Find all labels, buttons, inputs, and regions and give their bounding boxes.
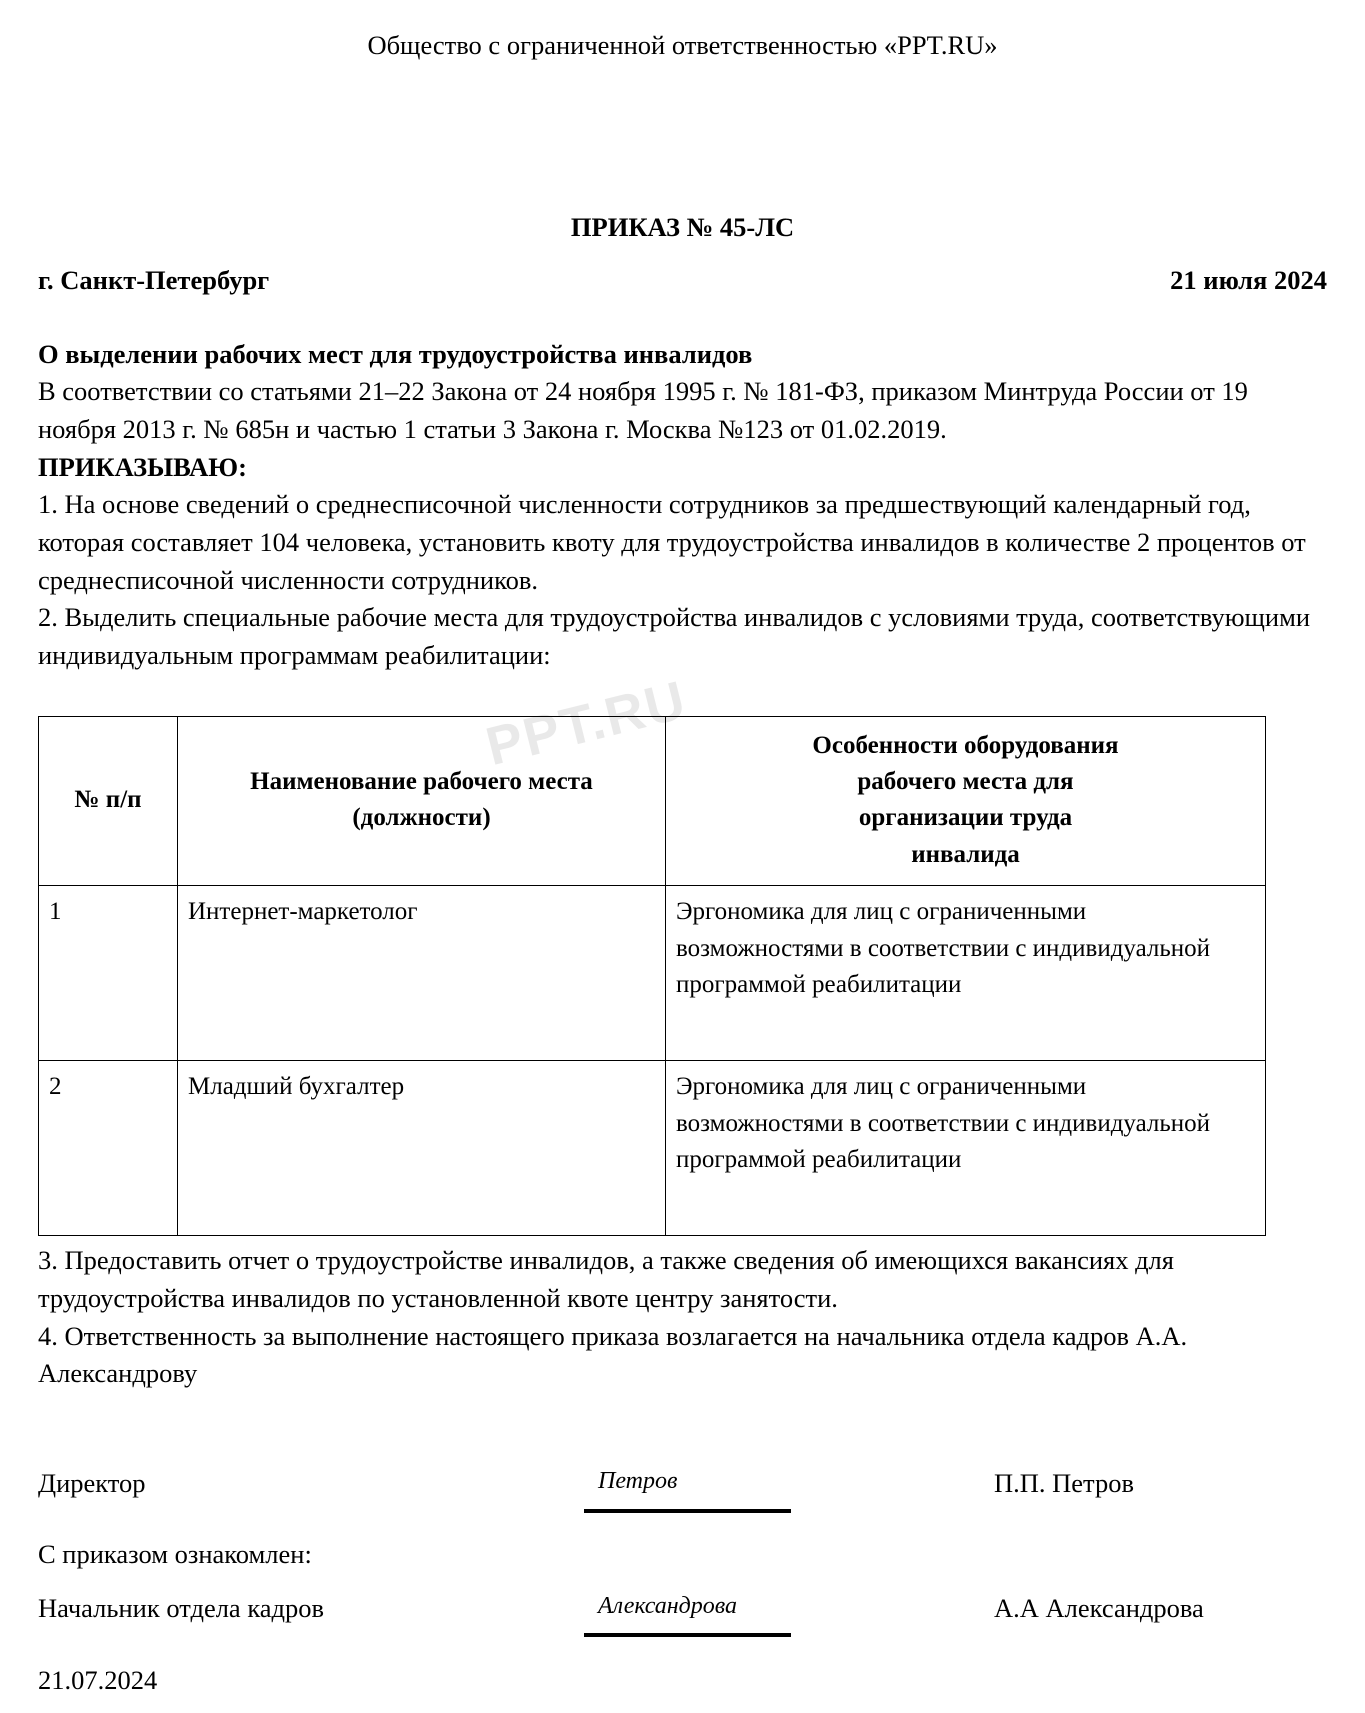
header-equipment-line-3: организации труда [858,804,1073,832]
hr-head-fio: А.А Александрова [994,1592,1204,1623]
city-date-row [38,265,1327,296]
header-cell-position [178,717,666,886]
header-equipment-line-4: инвалида [911,840,1020,868]
cell-position: Младший бухгалтер [178,1061,666,1236]
order-keyword: ПРИКАЗЫВАЮ: [38,451,247,482]
table-header-row [39,717,1266,886]
order-item-3: 3. Предоставить отчет о трудоустройстве инвалидов, а также сведения об имеющихся вакансиях для трудоустройства инвалидов по установленной квоте центру занятости. [38,1245,1174,1314]
workplaces-table [38,716,1266,1236]
cell-row-number: 1 [39,886,178,1061]
order-date: 21 июля 2024 [1170,264,1327,295]
city-label: г. Санкт-Петербург [38,264,270,295]
cell-row-number: 2 [39,1061,178,1236]
order-item-4: 4. Ответственность за выполнение настоящего приказа возлагается на начальника отдела кадров А.А. Александрову [38,1320,1188,1389]
director-role-label: Директор [38,1467,146,1498]
hr-head-signature-rule [584,1633,791,1637]
acknowledgement-date: 21.07.2024 [38,1665,158,1696]
header-position-line-1: Наименование рабочего места [250,768,593,796]
hr-head-signature-area [568,1590,948,1638]
hr-head-signature-mark: Александрова [598,1592,738,1619]
header-position-line-2: (должности) [352,804,491,832]
signature-row-hr-head [38,1590,1327,1638]
director-fio: П.П. Петров [994,1467,1134,1498]
order-title: ПРИКАЗ № 45-ЛС [570,211,795,242]
hr-head-role-label: Начальник отдела кадров [38,1592,325,1623]
order-preamble: В соответствии со статьями 21–22 Закона от 24 ноября 1995 г. № 181-ФЗ, приказом Минтруда России от 19 ноября 2013 г. № 685н и частью 1 статьи 3 Закона г. Москва №123 от 01.02.2019. [38,376,1248,445]
acknowledgement-label: С приказом ознакомлен: [38,1538,312,1569]
header-equipment-line-1: Особенности оборудования [812,731,1119,759]
organization-name: Общество с ограниченной ответственностью «PPT.RU» [367,30,998,60]
director-signature-area [568,1465,948,1513]
order-item-1: 1. На основе сведений о среднесписочной численности сотрудников за предшествующий календарный год, которая составляет 104 человека, установить квоту для трудоустройства инвалидов в количестве 2 процентов от среднесписочной численности сотрудников. [38,489,1306,595]
cell-equipment: Эргономика для лиц с ограниченными возможностями в соответствии с индивидуальной программой реабилитации [666,1061,1266,1236]
table-row [39,1061,1266,1236]
ppt-ru-watermark: PPT.RU [480,669,693,778]
signature-block [38,1465,1327,1696]
header-equipment-line-2: рабочего места для [857,768,1074,796]
table-row [39,886,1266,1061]
cell-position: Интернет-маркетолог [178,886,666,1061]
order-item-2: 2. Выделить специальные рабочие места для трудоустройства инвалидов с условиями труда, соответствующими индивидуальным программам реабилитации: [38,602,1311,670]
header-cell-number: № п/п [39,717,178,886]
director-signature-rule [584,1509,791,1513]
header-cell-equipment [666,717,1266,886]
cell-equipment: Эргономика для лиц с ограниченными возможностями в соответствии с индивидуальной программой реабилитации [666,886,1266,1061]
signature-row-director [38,1465,1327,1513]
director-signature-mark: Петров [598,1467,678,1494]
order-subject: О выделении рабочих мест для трудоустройства инвалидов [38,338,753,369]
